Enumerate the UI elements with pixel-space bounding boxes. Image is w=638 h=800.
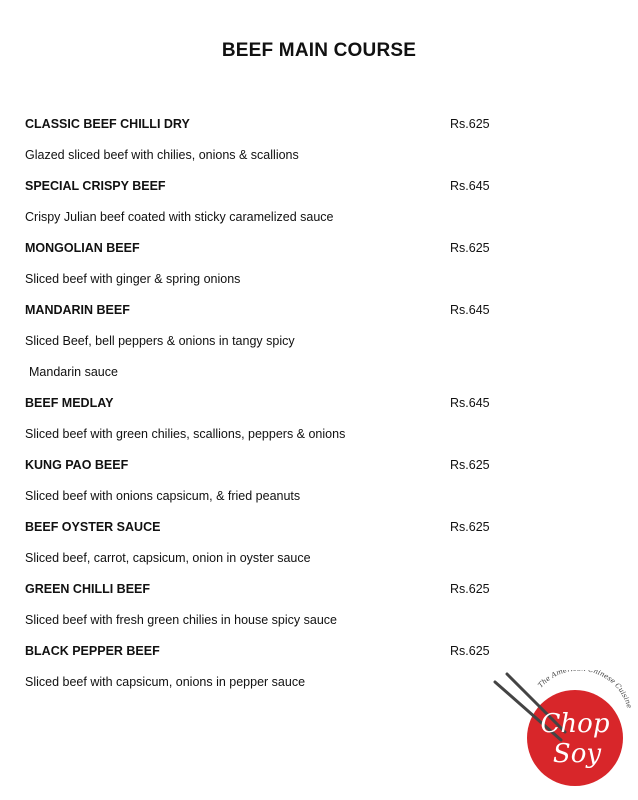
item-price: Rs.625	[450, 241, 490, 255]
menu-item	[25, 115, 625, 177]
item-name: BLACK PEPPER BEEF	[25, 644, 160, 658]
page-title: BEEF MAIN COURSE	[221, 40, 417, 61]
item-name: MONGOLIAN BEEF	[25, 241, 140, 255]
logo-graphic	[493, 670, 633, 790]
item-price: Rs.645	[450, 179, 490, 193]
item-price: Rs.625	[450, 458, 490, 472]
menu-item	[25, 456, 625, 518]
menu-item	[25, 394, 625, 456]
item-description-continued: Mandarin sauce	[29, 365, 118, 379]
item-name: GREEN CHILLI BEEF	[25, 582, 151, 596]
item-price: Rs.625	[450, 644, 490, 658]
menu-item	[25, 239, 625, 301]
menu-item	[25, 580, 625, 642]
menu-item	[25, 177, 625, 239]
logo-word-soy: Soy	[552, 739, 602, 769]
item-description: Sliced beef with ginger & spring onions	[25, 272, 241, 286]
menu-item	[25, 518, 625, 580]
item-name: SPECIAL CRISPY BEEF	[25, 179, 166, 193]
item-price: Rs.625	[450, 520, 490, 534]
item-description: Sliced beef with onions capsicum, & fried peanuts	[25, 489, 301, 503]
item-description: Sliced beef with capsicum, onions in pepper sauce	[25, 675, 306, 689]
item-price: Rs.625	[450, 117, 490, 131]
item-price: Rs.625	[450, 582, 490, 596]
logo-word-chop: Chop	[540, 709, 610, 739]
logo-tagline: The Ame hinese Cuisine	[536, 670, 633, 710]
item-description: Glazed sliced beef with chilies, onions & scallions	[25, 148, 299, 162]
item-description: Sliced Beef, bell peppers & onions in tangy spicy	[25, 334, 295, 348]
item-description: Sliced beef with green chilies, scallions, peppers & onions	[25, 427, 346, 441]
item-name: BEEF OYSTER SAUCE	[25, 520, 161, 534]
item-name: KUNG PAO BEEF	[25, 458, 129, 472]
item-description: Crispy Julian beef coated with sticky caramelized sauce	[25, 210, 334, 224]
menu-list	[25, 115, 625, 704]
item-description: Sliced beef, carrot, capsicum, onion in oyster sauce	[25, 551, 311, 565]
item-price: Rs.645	[450, 396, 490, 410]
item-name: BEEF MEDLAY	[25, 396, 114, 410]
item-description: Sliced beef with fresh green chilies in house spicy sauce	[25, 613, 337, 627]
item-name: CLASSIC BEEF CHILLI DRY	[25, 117, 190, 131]
menu-item	[25, 301, 625, 394]
item-price: Rs.645	[450, 303, 490, 317]
item-name: MANDARIN BEEF	[25, 303, 130, 317]
chopsoy-logo	[493, 670, 633, 790]
